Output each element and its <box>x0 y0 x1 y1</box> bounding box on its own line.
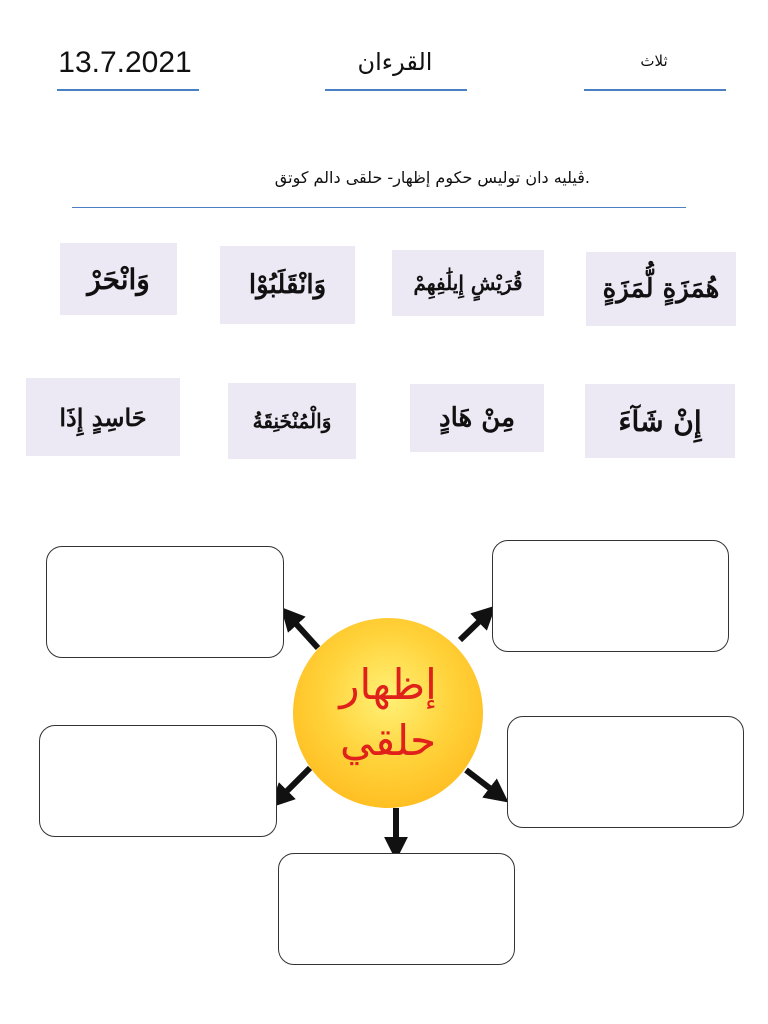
word-card: مِنْ هَادٍ <box>410 384 544 452</box>
answer-box-bottom-left[interactable] <box>39 725 277 837</box>
answer-box-top-left[interactable] <box>46 546 284 658</box>
word-card: وَالْمُنْخَنِقَةُ <box>228 383 356 459</box>
arrow-up-left <box>288 615 318 648</box>
answer-box-top-right[interactable] <box>492 540 729 652</box>
answer-box-bottom-right[interactable] <box>507 716 744 828</box>
day-text: ثلاث <box>640 52 668 70</box>
day-underline <box>584 89 726 91</box>
date-text: 13.7.2021 <box>58 46 192 79</box>
word-card: حَاسِدٍ إِذَا <box>26 378 180 456</box>
instruction-text: .ڤيليه دان توليس حكوم إظهار- حلقى دالم كوتق <box>274 168 590 187</box>
concept-hub <box>293 618 483 808</box>
arrow-up-right <box>460 613 488 640</box>
instruction-divider <box>72 207 686 208</box>
subject-underline <box>325 89 467 91</box>
word-card: إِنْ شَآءَ <box>585 384 735 458</box>
arrow-down-left <box>278 768 310 800</box>
answer-box-bottom[interactable] <box>278 853 515 965</box>
arrow-down-right <box>466 770 500 796</box>
subject-title: القرءان <box>357 48 433 76</box>
word-card: وَانْقَلَبُوْا <box>220 246 355 324</box>
word-card: هُمَزَةٍ لُّمَزَةٍ <box>586 252 736 326</box>
word-card: قُرَيْشٍ إِيلَٰفِهِمْ <box>392 250 544 316</box>
date-underline <box>57 89 199 91</box>
word-card: وَانْحَرْ <box>60 243 177 315</box>
hub-title-line2: حلقي <box>339 716 437 765</box>
hub-title-line1: إظهار <box>339 660 437 709</box>
